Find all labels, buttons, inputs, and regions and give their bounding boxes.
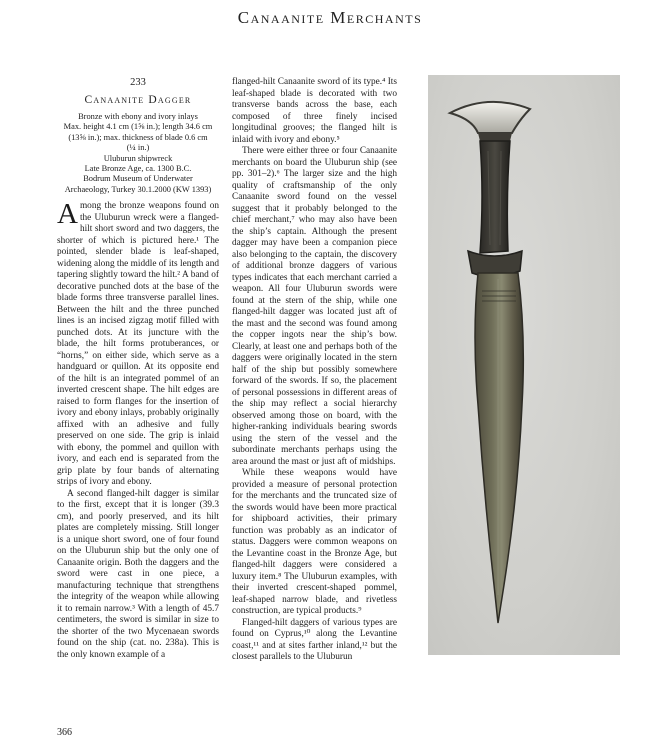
meta-line: (13⅝ in.); max. thickness of blade 0.6 cm (68, 132, 208, 142)
dagger-image (428, 75, 620, 655)
paragraph-text: mong the bronze weapons found on the Uluburun wreck were a flanged-hilt short sword and two daggers, the shorter of which is pictured here.¹ The pointed, slender blade is leaf-shaped, widening along the middle of its length and tapering slightly toward the hilt.² A band of decorative punched dots at the base of the blade forms three transverse parallel lines. Between the hilt and the three punched lines is an incised zigzag motif filled with punched dots. At its juncture with the blade, the hilt forms protuberances, or “horns,” on either side, which serve as a handguard or quillon. At its opposite end of the hilt is an integrated pommel of an inverted crescent shape. The hilt edges are raised to form flanges for the insertion of ivory and ebony inlays, probably originally affixed with an adhesive and fully preserved on one side. The grip is inlaid with ebony, the pommel and quillon with ivory, and each end is separated from the grip plate by four bands of alternating strips of ivory and ebony. (57, 201, 219, 488)
object-details (57, 112, 219, 195)
dagger-photograph (428, 75, 620, 655)
running-head: Canaanite Merchants (237, 8, 423, 27)
body-paragraph (57, 198, 219, 489)
body-paragraph: There were either three or four Canaanite merchants on board the Uluburun ship (see pp. 301–2).⁶ The larger size and the high quality of craftsmanship of the only Canaanite sword found on the vessel suggest that it probably belonged to the chief merchant,⁷ who may also have been the ship’s captain. Although the present dagger may have been a companion piece also belonging to the captain, the discovery of additional bronze daggers of various types indicates that each merchant carried a weapon. All four Uluburun swords were found at the stern of the ship, while one flanged-hilt dagger was located just aft of the mast and the second was found among the copper ingots near the ship’s bow. Clearly, at least one and perhaps both of the daggers were originally located in the stern half of the ship but possibly somewhere forward of the swords. If so, the placement of personal possessions in different areas of the ship may reflect a social hierarchy observed among those on board, with the higher-ranking individuals bearing swords using the stern of the vessel and the subordinate merchants perhaps using the area around the mast or just aft of midships. (232, 146, 397, 467)
page-number: 366 (57, 727, 72, 738)
drop-cap: A (57, 198, 78, 231)
body-paragraph: flanged-hilt Canaanite sword of its type.⁴ Its leaf-shaped blade is decorated with two transverse bands across the base, each composed of three finely incised longitudinal grooves; the flanged hilt is inlaid with ivory and ebony.⁵ (232, 77, 397, 145)
meta-line: (¼ in.) (126, 143, 150, 153)
meta-line: Bodrum Museum of Underwater (83, 174, 193, 184)
meta-line: Max. height 4.1 cm (1⅝ in.); length 34.6 cm (63, 122, 213, 132)
meta-line: Archaeology, Turkey 30.1.2000 (KW 1393) (64, 184, 212, 194)
text-column-left (57, 77, 219, 661)
meta-line: Uluburun shipwreck (103, 153, 173, 163)
catalogue-number: 233 (130, 77, 146, 88)
meta-line: Late Bronze Age, ca. 1300 B.C. (84, 164, 192, 174)
body-paragraph: While these weapons would have provided a measure of personal protection for the merchants and the truncated size of the swords would have been more practical for shipboard activities, their primary function was probably as an indicator of status. Daggers were common weapons on the Levantine coast in the Bronze Age, but flanged-hilt daggers were considered a luxury item.⁸ The Uluburun examples, with their inverted crescent-shaped pommel, leaf-shaped narrow blade, and rivetless construction, are typical products.⁹ (232, 468, 397, 616)
catalogue-entry-header (57, 77, 219, 195)
meta-line: Bronze with ebony and ivory inlays (78, 112, 198, 121)
body-paragraph: A second flanged-hilt dagger is similar to the first, except that it is longer (39.3 cm), and poorly preserved, and its hilt plates are completely missing. Still longer is a unique short sword, one of four found on the Uluburun ship but the only one of Canaanite origin. Both the daggers and the sword were cast in one piece, a manufacturing technique that strengthens the integrity of the weapon while allowing it to remain narrow.³ With a length of 45.7 centimeters, the sword is similar in size to the shorter of the two Mycenaean swords found on the ship (cat. no. 238a). This is the only known example of a (57, 488, 219, 660)
entry-title: Canaanite Dagger (84, 93, 192, 106)
text-column-right (232, 77, 397, 664)
body-paragraph: Flanged-hilt daggers of various types are found on Cyprus,¹⁰ along the Levantine coast,¹¹ and at sites farther inland,¹² but the closest parallels to the Uluburun (232, 617, 397, 662)
